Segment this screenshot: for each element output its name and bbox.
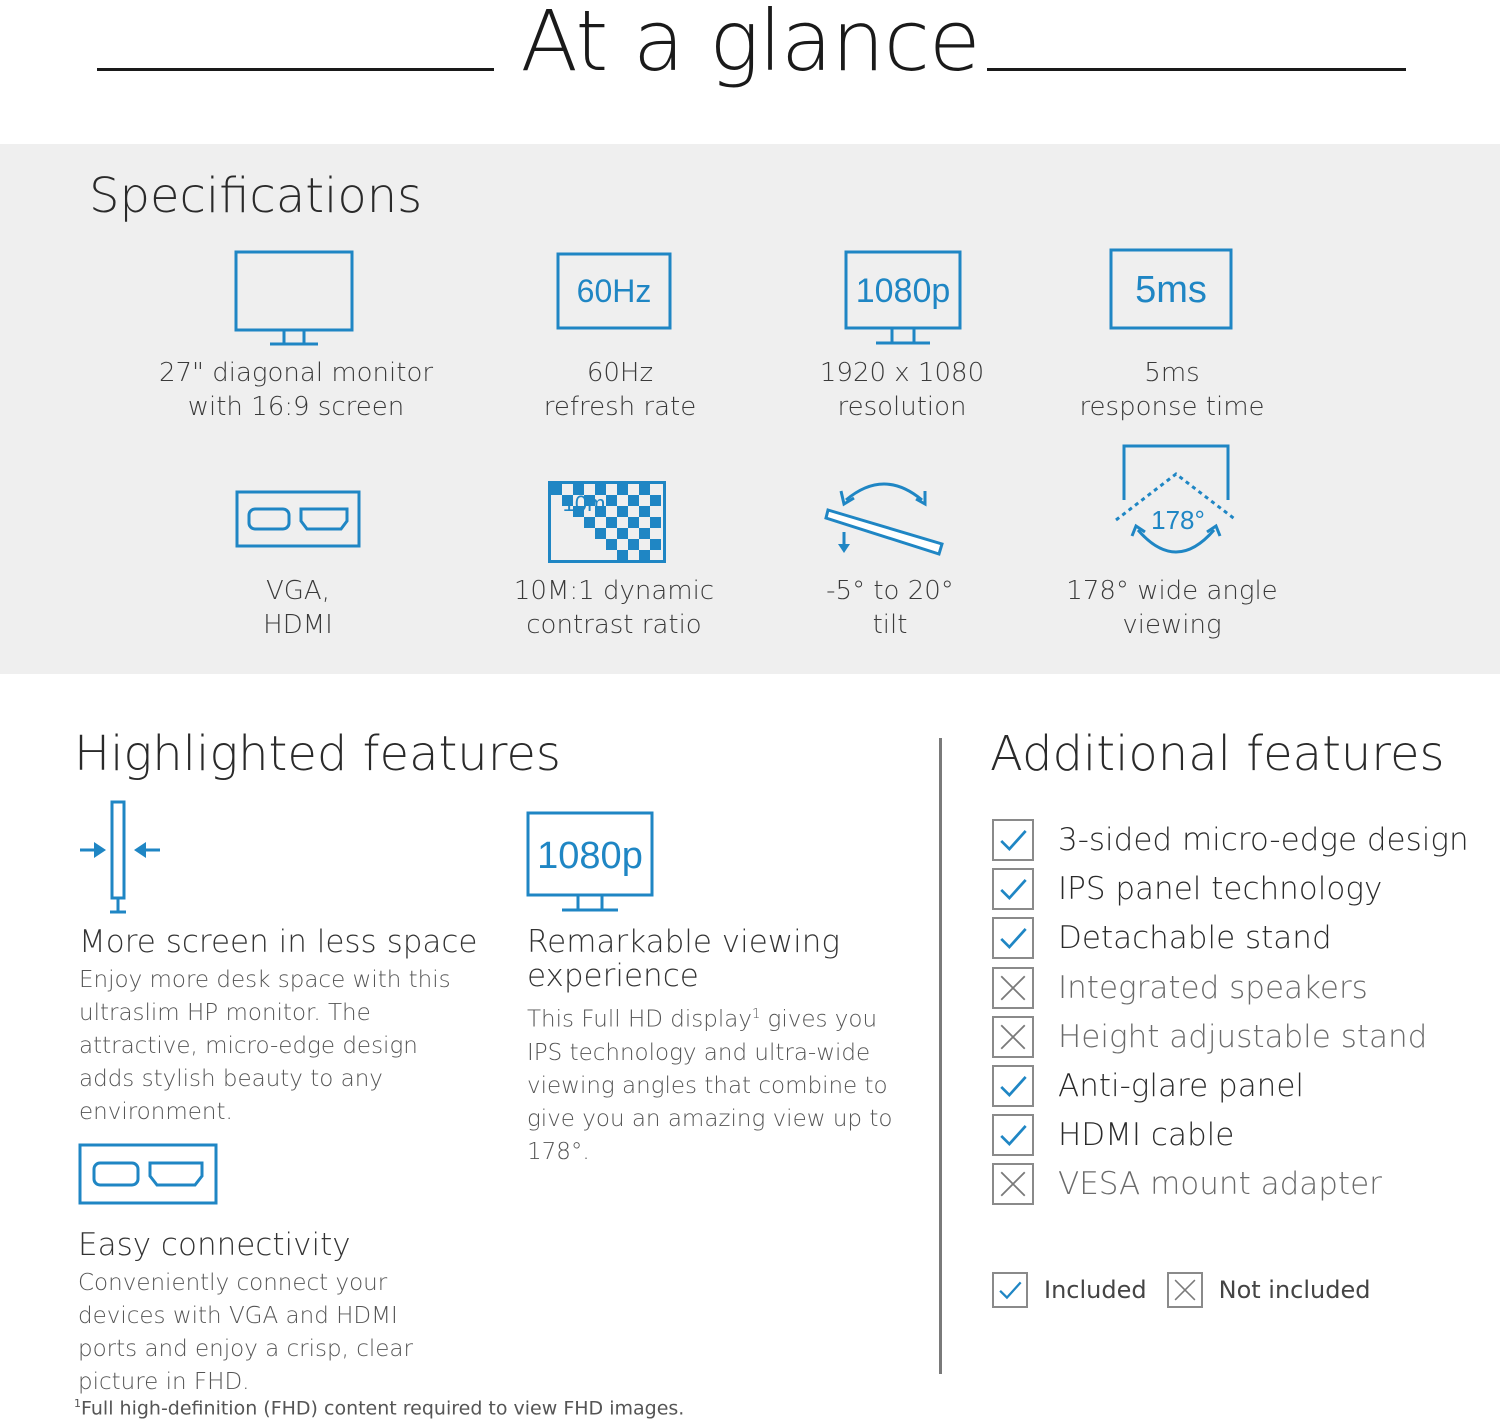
spec-label-resolution: 1920 x 1080 resolution — [819, 358, 985, 422]
title-rule-right — [987, 68, 1406, 71]
cross-icon — [992, 1016, 1034, 1058]
footnote-marker: 1 — [74, 1397, 81, 1410]
cross-icon — [992, 1163, 1034, 1205]
spec-label-tilt: -5° to 20° tilt — [826, 576, 954, 640]
viewing-angle-icon — [1114, 444, 1238, 560]
legend-included-label: Included — [1044, 1276, 1147, 1304]
additional-feature-row — [992, 966, 1368, 1010]
included-checkbox-icon — [992, 1272, 1028, 1308]
additional-feature-row — [992, 916, 1332, 960]
resolution-icon-text: 1080p — [855, 272, 951, 310]
feature-body-slim: Enjoy more desk space with this ultraslim HP monitor. The attractive, micro-edge design adds stylish beauty to any environment. — [79, 967, 451, 1125]
additional-feature-row — [992, 1113, 1234, 1157]
checkmark-icon — [992, 1114, 1034, 1156]
footnote — [74, 1397, 684, 1419]
spec-label-viewing: 178° wide angle viewing — [1066, 576, 1278, 640]
feature-resolution-icon-text: 1080p — [537, 835, 643, 877]
feature-title-viewing: Remarkable viewing experience — [527, 924, 841, 994]
additional-feature-label: HDMI cable — [1058, 1117, 1235, 1153]
additional-feature-label: IPS panel technology — [1058, 871, 1383, 907]
legend — [992, 1272, 1390, 1308]
cross-icon — [992, 967, 1034, 1009]
spec-label-response: 5ms response time — [1079, 358, 1265, 422]
viewing-angle-icon-text: 178° — [1151, 505, 1205, 535]
checkmark-icon — [992, 819, 1034, 861]
footnote-reference: 1 — [751, 1007, 761, 1022]
ports-icon — [235, 490, 361, 548]
feature-title-connectivity: Easy connectivity — [78, 1227, 351, 1263]
feature-body-viewing-text-rest: gives you IPS technology and ultra-wide viewing angles that combine to give you an amazing view up to 178°. — [527, 1006, 893, 1165]
additional-features-heading: Additional features — [990, 726, 1445, 782]
refresh-rate-icon-text: 60Hz — [576, 273, 652, 309]
feature-title-slim: More screen in less space — [79, 924, 478, 960]
spec-label-contrast: 10M:1 dynamic contrast ratio — [513, 576, 715, 640]
highlighted-features-heading: Highlighted features — [74, 726, 561, 782]
specifications-heading: Specifications — [89, 168, 423, 224]
ports-icon — [78, 1143, 218, 1205]
spec-label-refresh: 60Hz refresh rate — [543, 358, 697, 422]
additional-feature-row — [992, 867, 1382, 911]
spec-label-ports: VGA, HDMI — [263, 576, 333, 640]
checkmark-icon — [992, 1065, 1034, 1107]
resolution-icon — [526, 811, 654, 915]
page-title: At a glance — [520, 0, 980, 90]
feature-body-connectivity: Conveniently connect your devices with VGA and HDMI ports and enjoy a crisp, clear picture in FHD. — [78, 1270, 413, 1395]
feature-body-viewing — [527, 998, 907, 1169]
refresh-rate-icon — [556, 252, 672, 330]
additional-feature-row — [992, 1162, 1382, 1206]
spec-label-size: 27" diagonal monitor with 16:9 screen — [158, 358, 434, 422]
additional-feature-label: VESA mount adapter — [1058, 1166, 1382, 1202]
additional-feature-label: 3-sided micro-edge design — [1058, 822, 1469, 858]
additional-feature-label: Detachable stand — [1058, 920, 1332, 956]
additional-feature-label: Integrated speakers — [1058, 970, 1368, 1006]
contrast-ratio-icon — [548, 481, 666, 563]
response-time-icon — [1109, 248, 1233, 330]
slim-profile-icon — [78, 800, 162, 916]
feature-body-viewing-text: This Full HD display — [527, 1006, 752, 1033]
response-time-icon-text: 5ms — [1135, 269, 1207, 311]
section-divider — [939, 738, 942, 1374]
contrast-ratio-icon-text: 10m — [562, 491, 606, 516]
resolution-icon — [844, 250, 962, 348]
footnote-text: Full high-definition (FHD) content required to view FHD images. — [81, 1397, 685, 1420]
not-included-box-icon — [1167, 1272, 1203, 1308]
additional-feature-row — [992, 818, 1469, 862]
tilt-icon — [824, 474, 946, 558]
checkmark-icon — [992, 917, 1034, 959]
monitor-icon — [234, 250, 354, 348]
additional-feature-label: Height adjustable stand — [1058, 1019, 1428, 1055]
checkmark-icon — [992, 868, 1034, 910]
legend-not-included-label: Not included — [1218, 1276, 1371, 1304]
additional-feature-row — [992, 1064, 1304, 1108]
additional-feature-label: Anti-glare panel — [1058, 1068, 1305, 1104]
additional-feature-row — [992, 1015, 1427, 1059]
